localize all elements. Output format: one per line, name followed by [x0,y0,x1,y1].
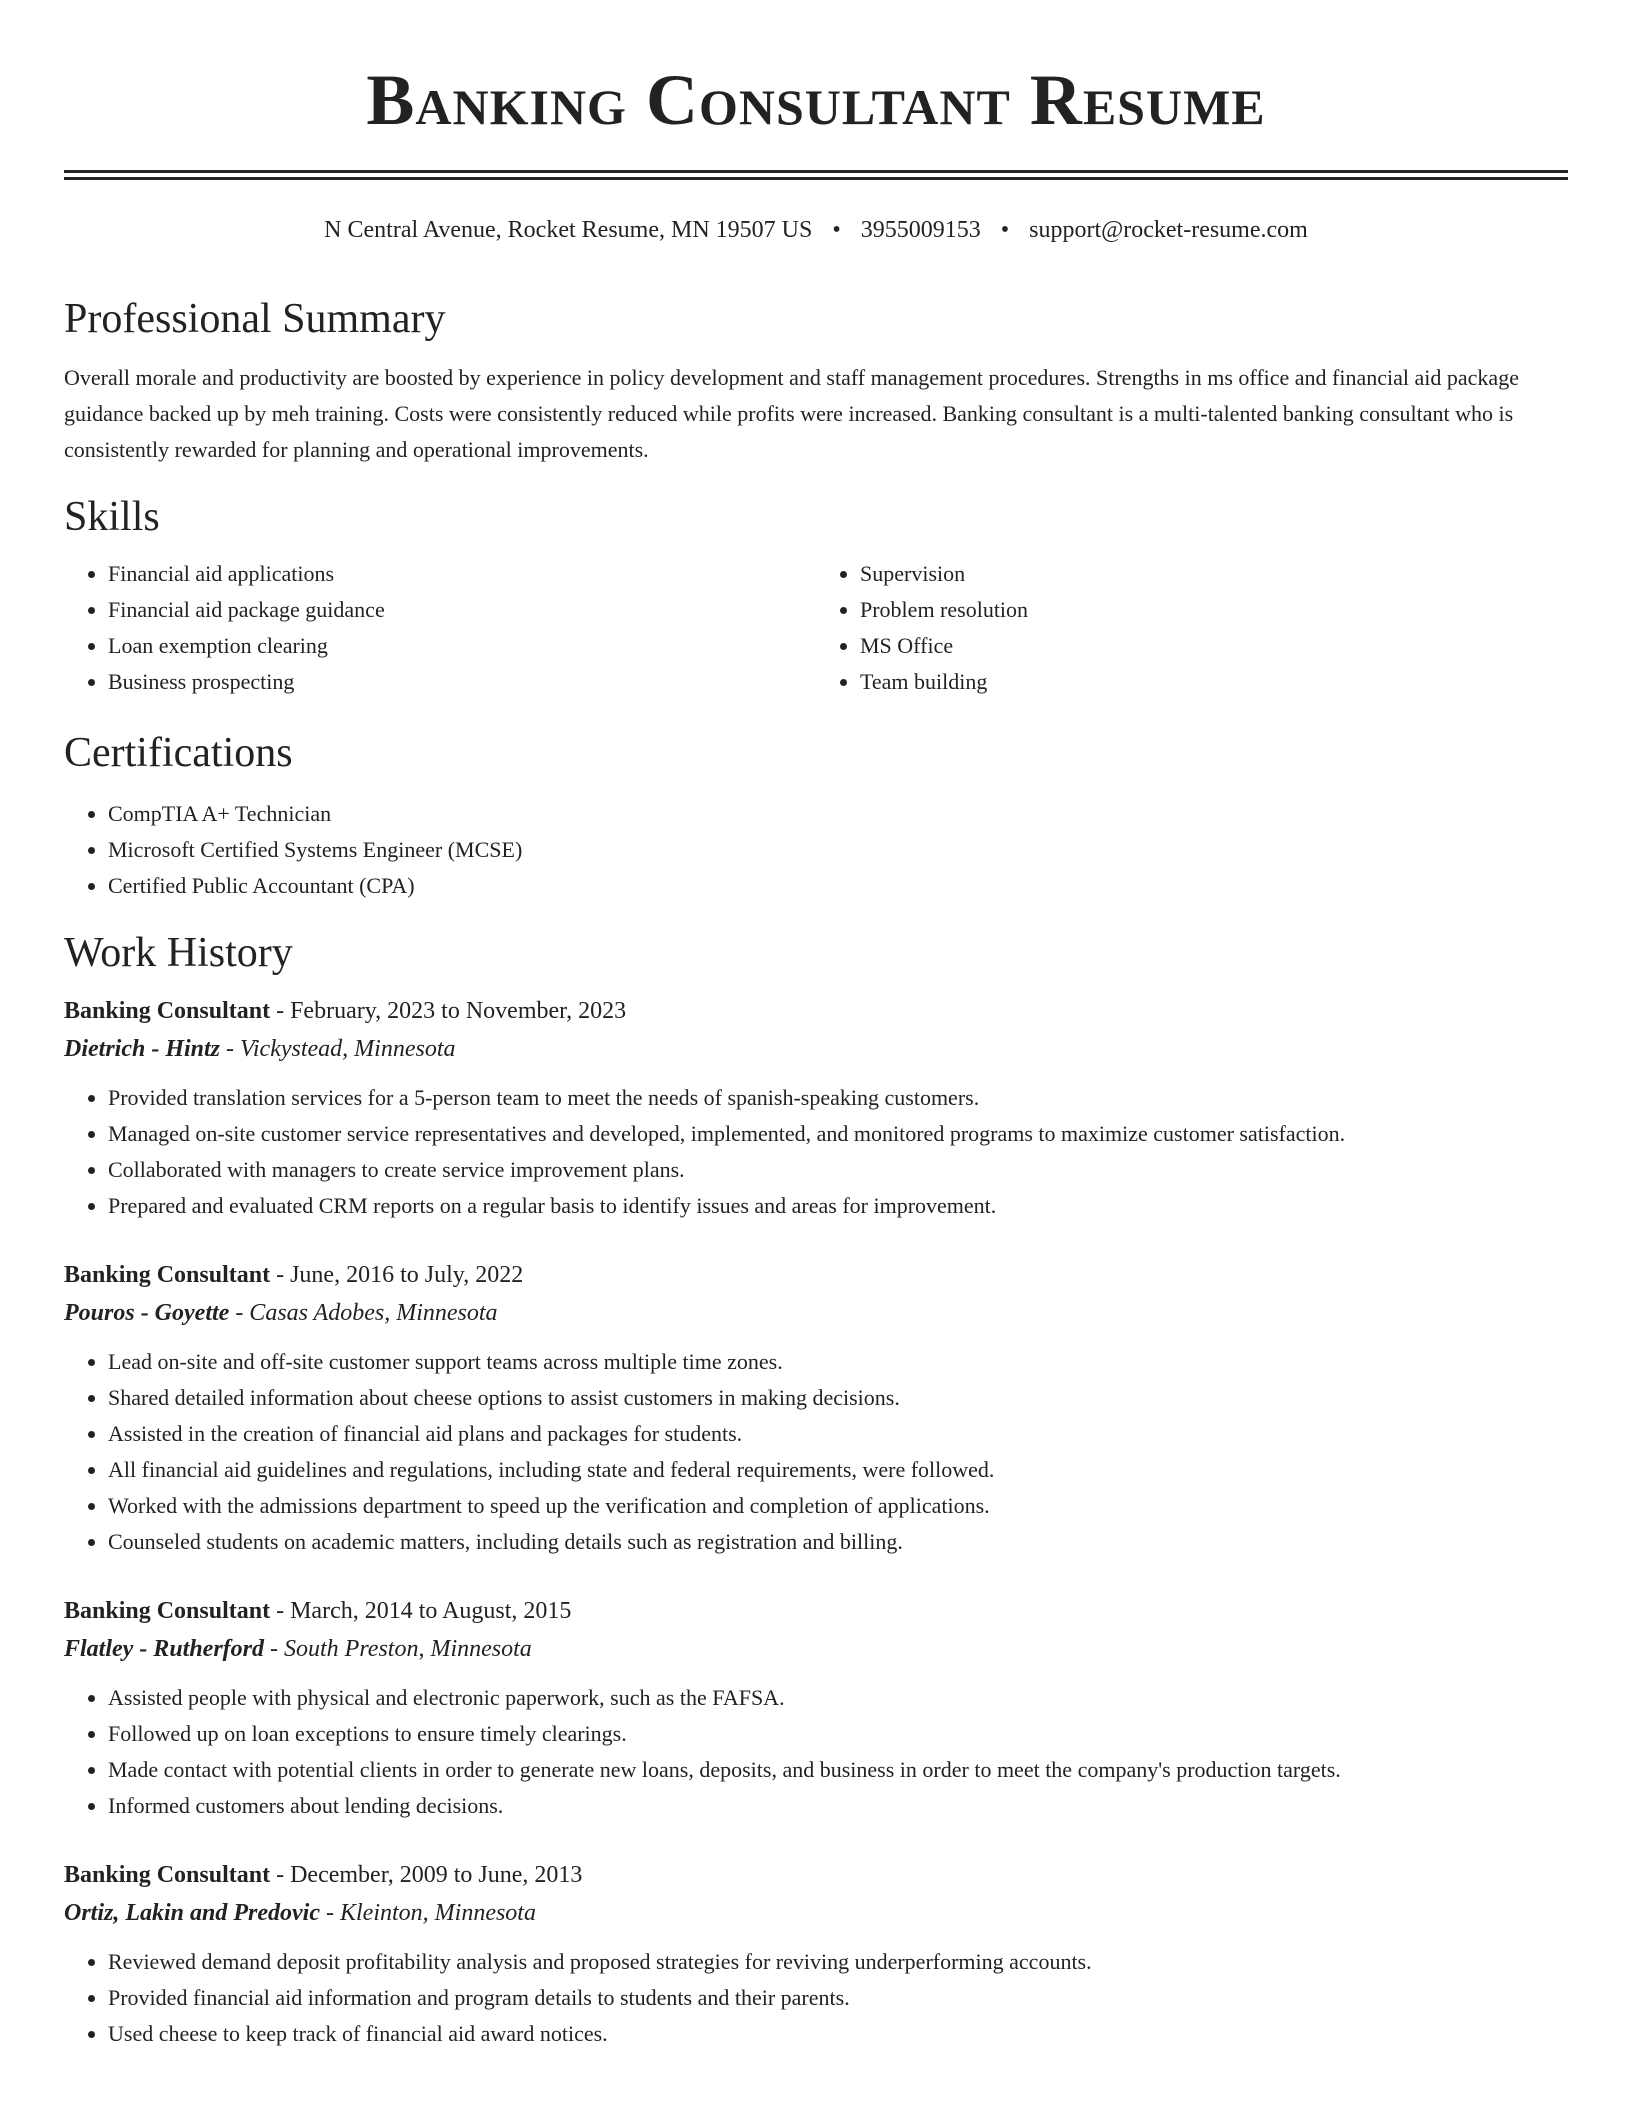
job-location: - Casas Adobes, Minnesota [229,1300,498,1326]
contact-line [64,214,1568,246]
resume-title: Banking Consultant Resume [366,60,1266,140]
skills-columns [64,556,1568,700]
duty-item: • Followed up on loan exceptions to ensure timely clearings. [108,1716,1568,1752]
job-location: - Kleinton, Minnesota [320,1900,536,1926]
job-location: - South Preston, Minnesota [264,1636,532,1662]
duty-item: • Assisted people with physical and electronic paperwork, such as the FAFSA. [108,1680,1568,1716]
job-location: - Vickystead, Minnesota [220,1036,456,1062]
job-title: Banking Consultant [64,998,271,1024]
job-title: Banking Consultant [64,1862,271,1888]
employer-name: Ortiz, Lakin and Predovic [64,1900,320,1926]
job-duties-list [64,1944,1568,2052]
work-history-heading: Work History [64,930,293,976]
duty-item: • Used cheese to keep track of financial aid award notices. [108,2016,1568,2052]
summary-heading: Professional Summary [64,296,446,342]
job-entry [64,1592,1568,1824]
skills-list-right [816,556,1568,700]
job-duties-list [64,1080,1568,1224]
certification-item: • Microsoft Certified Systems Engineer (MCSE) [108,832,1568,868]
duty-item: • Made contact with potential clients in order to generate new loans, deposits, and business in order to meet the company's production targets. [108,1752,1568,1788]
duty-item: • Provided translation services for a 5-person team to meet the needs of spanish-speaking customers. [108,1080,1568,1116]
employer-line [64,1630,1568,1668]
duty-item: • Managed on-site customer service representatives and developed, implemented, and monitored programs to maximize customer satisfaction. [108,1116,1568,1152]
job-title-line [64,992,1568,1030]
job-title-line [64,1592,1568,1630]
certifications-list [64,796,1568,904]
skills-list-left [64,556,816,700]
duty-item: • Informed customers about lending decisions. [108,1788,1568,1824]
duty-item: • Reviewed demand deposit profitability analysis and proposed strategies for reviving underperforming accounts. [108,1944,1568,1980]
job-title-line [64,1256,1568,1294]
phone-number: 3955009153 [860,217,981,243]
skill-item: • Supervision [860,556,1568,592]
duty-item: • All financial aid guidelines and regulations, including state and federal requirements, were followed. [108,1452,1568,1488]
duty-item: • Lead on-site and off-site customer support teams across multiple time zones. [108,1344,1568,1380]
duty-item: • Worked with the admissions department to speed up the verification and completion of applications. [108,1488,1568,1524]
duty-item: • Collaborated with managers to create service improvement plans. [108,1152,1568,1188]
job-entry [64,1856,1568,2052]
job-dates: - December, 2009 to June, 2013 [270,1862,583,1888]
email-address: support@rocket-resume.com [1029,217,1308,243]
skill-item: • Financial aid applications [108,556,816,592]
employer-line [64,1294,1568,1332]
employer-name: Pouros - Goyette [64,1300,230,1326]
duty-item: • Assisted in the creation of financial aid plans and packages for students. [108,1416,1568,1452]
job-dates: - March, 2014 to August, 2015 [270,1598,572,1624]
certification-item: • Certified Public Accountant (CPA) [108,868,1568,904]
separator-bullet: • [832,217,841,243]
separator-bullet: • [1000,217,1010,243]
job-dates: - February, 2023 to November, 2023 [270,998,627,1024]
duty-item: • Counseled students on academic matters, including details such as registration and billing. [108,1524,1568,1560]
job-title: Banking Consultant [64,1598,271,1624]
certification-item: • CompTIA A+ Technician [108,796,1568,832]
duty-item: • Provided financial aid information and program details to students and their parents. [108,1980,1568,2016]
skill-item: • Loan exemption clearing [108,628,816,664]
employer-line [64,1894,1568,1932]
employer-line [64,1030,1568,1068]
job-dates: - June, 2016 to July, 2022 [270,1262,524,1288]
job-title: Banking Consultant [64,1262,271,1288]
skill-item: • Business prospecting [108,664,816,700]
duty-item: • Prepared and evaluated CRM reports on a regular basis to identify issues and areas for improvement. [108,1188,1568,1224]
skill-item: • MS Office [860,628,1568,664]
title-divider [64,170,1568,180]
skills-heading: Skills [64,494,160,540]
employer-name: Flatley - Rutherford [64,1636,265,1662]
employer-name: Dietrich - Hintz [64,1036,221,1062]
job-duties-list [64,1344,1568,1560]
certifications-heading: Certifications [64,730,293,776]
job-entry [64,992,1568,1224]
address: N Central Avenue, Rocket Resume, MN 19507 US [324,217,813,243]
summary-text: Overall morale and productivity are boosted by experience in policy development and staff management procedures. Strengths in ms office and financial aid package guidance backed up by meh training. Costs were consistently reduced while profits were increased. Banking consultant is a multi-talented banking consultant who is consistently rewarded for planning and operational improvements. [64,365,1519,462]
duty-item: • Shared detailed information about cheese options to assist customers in making decisions. [108,1380,1568,1416]
job-duties-list [64,1680,1568,1824]
job-entry [64,1256,1568,1560]
skill-item: • Team building [860,664,1568,700]
job-title-line [64,1856,1568,1894]
skill-item: • Problem resolution [860,592,1568,628]
skill-item: • Financial aid package guidance [108,592,816,628]
